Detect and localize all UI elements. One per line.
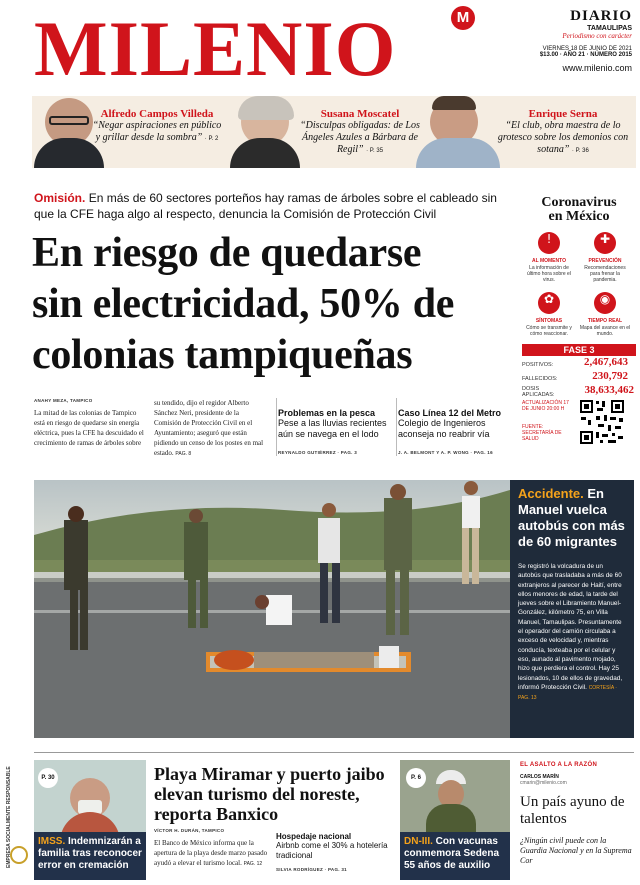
lead-body-col2: su tendido, dijo el regidor Alberto Sánchez Neri, presidente de la Comisión de Protección Civil en el Ayuntamiento; aseguró que están pidiendo un censo de los postes en mal estado. PAG. 8 [154,399,264,457]
lead-byline: ANAHY MEZA, TAMPICO [34,398,93,403]
masthead-logo[interactable]: MILENIO [34,5,397,92]
fase-banner: FASE 3 [522,344,636,356]
lead-body-col1: La mitad de las colonias de Tampico está en riesgo de quedarse sin energía eléctrica, pues la CFE ha descuidado el crecimiento de ramas de árboles sobre [34,409,144,447]
columnist-3[interactable]: Enrique Serna “El club, obra maestra de lo grotesco sobre los demonios con sotana” · P. 36 [497,108,629,155]
region-name: TAMAULIPAS [587,25,632,32]
hospedaje-brief[interactable]: Hospedaje nacional Airbnb come el 30% a hotelería tradicional SILVIA RODRÍGUEZ · PAG. 31 [276,832,388,872]
alert-icon: ! [538,232,560,254]
tourism-body: El Banco de México informa que la apertura de la playa desde marzo pasado ayudó a elevar el turismo local. PAG. 12 [154,839,268,867]
corona-source: FUENTE: SECRETARÍA DE SALUD [522,424,562,442]
qr-code-icon[interactable] [578,398,626,446]
brief-metro[interactable]: Caso Línea 12 del Metro Colegio de Ingenieros aconseja no reabrir vía J. A. BELMONT Y A. P. WONG · PAG. 16 [398,408,502,455]
issue-date: VIERNES 18 DE JUNIO DE 2021 [542,46,632,52]
columnists-strip [32,96,636,168]
opinion-column[interactable]: EL ASALTO A LA RAZÓN CARLOS MARÍN cmarin@milenio.com Un país ayuno de talentos ¿Ningún civil puede con la Guardia Nacional y en la Suprema Cor [520,762,632,865]
masthead-info [492,8,632,73]
accident-photo[interactable] [34,480,510,738]
pin-icon: ◉ [594,292,616,314]
esr-badge: EMPRESA SOCIALMENTE RESPONSABLE [4,756,28,882]
corona-update: ACTUALIZACIÓN 17 DE JUNIO 20:00 H [522,400,569,412]
dn3-box[interactable]: P. 6 DN-III. Con vacunas conmemora Sedena 55 años de auxilio [400,760,510,880]
tourism-headline[interactable]: Playa Miramar y puerto jaibo elevan turismo del noreste, reporta Banxico [154,764,385,824]
stat-fallecidos: 230,792 [592,370,628,382]
esr-logo-icon [10,846,28,864]
columnist-photo [412,96,502,168]
edition-name: DIARIO [570,8,632,24]
stat-positivos: 2,467,643 [584,356,628,368]
corona-title: Coronavirus en México [541,195,617,224]
issue-price: $13.00 · AÑO 21 · NÚMERO 2015 [539,52,632,58]
website[interactable]: www.milenio.com [562,63,632,73]
coronavirus-box[interactable]: Coronavirus en México ! AL MOMENTO La información de último hora sobre el virus. ✚ PREVENCIÓN Recomendaciones para frenar la pandemia. ✿ SÍNTOMAS Cómo se transmite y cómo reaccionar. ◉ TIEMPO REAL Mapa del avance en el mundo. FASE 3 POSITIVOS: 2,467,643 FALLECIDOS: 230,792 DOSIS APLICADAS: 38,633,462 ACTUALIZACIÓN 17 DE JUNIO 20:00 H FUENTE: SECRETARÍA DE SALUD [522,196,636,458]
lead-kicker: Omisión. En más de 60 sectores porteños hay ramas de árboles sobre el cableado sin que la CFE haga algo al respecto, denuncia la Comisión de Protección Civil [34,191,497,221]
stat-dosis: 38,633,462 [584,384,634,396]
imss-box[interactable]: P. 30 IMSS. Indemnizarán a familia tras reconocer error en cremación [34,760,146,880]
brief-pesca[interactable]: Problemas en la pesca Pese a las lluvias recientes aún se navega en el lodo REYNALDO GUTIÉRREZ · PAG. 3 [278,408,387,455]
slogan: Periodismo con carácter [562,32,632,40]
columnist-2[interactable]: Susana Moscatel “Disculpas obligadas: de Los Ángeles Azules a Bárbara de Regil” · P. 35 [300,108,420,155]
shield-icon: ✚ [594,232,616,254]
lungs-icon: ✿ [538,292,560,314]
accident-caption-box[interactable]: Accidente. En Manuel vuelca autobús con más de 60 migrantes Se registró la volcadura de un autobús que trasladaba a más de 60 extranjeros al parecer de Haití, entre ellos menores de edad, la tarde del jueves sobre el Libramiento Manuel-González, kilómetro 75, en Villa Manuel, Tamaulipas. Presuntamente el operador del camión circulaba a exceso de velocidad y, mientras conducía, texteaba por el celular y eso, aunado al pavimento mojado, hizo que perdiera el control. Hay 25 lesionados, 10 de ellos de gravedad, informó Protección Civil. CORTESÍA · PAG. 13 [510,480,634,738]
columnist-1[interactable]: Alfredo Campos Villeda “Negar aspiraciones en público y grillar desde la sombra” · P. 2 [92,108,222,143]
tourism-byline: VÍCTOR H. DURÁN, TAMPICO [154,828,225,833]
lead-headline[interactable]: En riesgo de quedarse sin electricidad, 50% de colonias tampiqueñas [32,230,455,378]
logo-mark-icon: M [451,6,475,30]
